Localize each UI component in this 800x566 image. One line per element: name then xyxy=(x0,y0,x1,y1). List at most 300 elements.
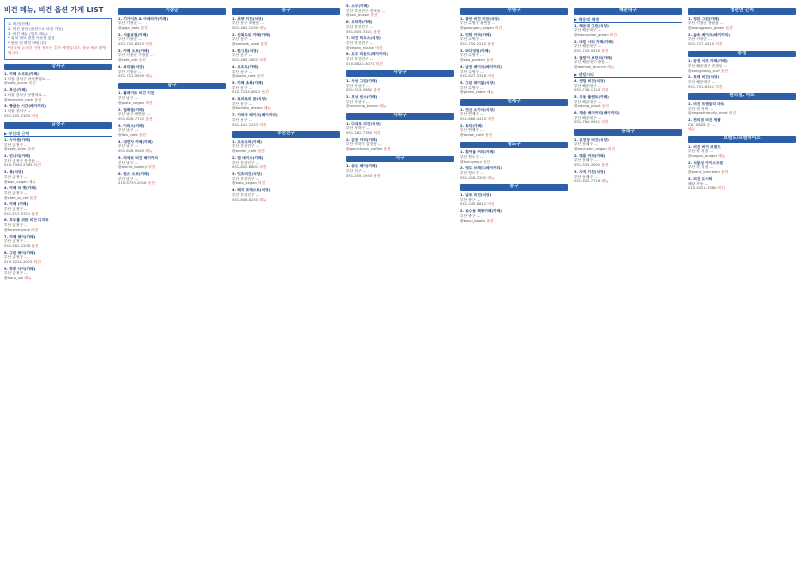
list-item xyxy=(232,49,340,63)
list-item xyxy=(118,17,226,31)
store-meta xyxy=(118,181,226,186)
list-item xyxy=(232,65,340,79)
list-item xyxy=(346,138,454,152)
vegan-type-tag: 옵션 xyxy=(29,195,37,200)
store-address: 부산 남구 대연동 ... xyxy=(118,112,150,117)
store-address: 부산 남구 ... xyxy=(118,144,139,149)
subsection-heading: ▶ 센텀시티 xyxy=(574,72,682,78)
list-item xyxy=(232,33,340,47)
store-contact: @veganfriendly_mart xyxy=(688,111,728,116)
store-meta xyxy=(574,179,682,184)
store-address: 부산 동구 ... xyxy=(232,69,253,74)
store-meta xyxy=(118,42,226,47)
store-meta xyxy=(460,74,568,79)
store-name: 1. 초량 키친(식당) xyxy=(232,16,264,21)
list-item xyxy=(118,172,226,186)
store-address: 부산 부산진구 ... xyxy=(232,144,260,149)
store-contact: @plate_vegan xyxy=(118,100,145,105)
store-contact: 051-721-9630 xyxy=(118,74,145,79)
vegan-type-tag: 메뉴 xyxy=(486,90,494,95)
list-item xyxy=(574,40,682,54)
store-contact: 051-746-1124 xyxy=(574,88,601,93)
store-name: 7. 이바구 베이크(베이커리) xyxy=(232,113,278,118)
store-address: 부산 금정구 ... xyxy=(4,190,28,195)
store-contact: @jeonggwan_green xyxy=(688,25,725,30)
store-meta xyxy=(4,163,112,168)
store-meta xyxy=(118,133,226,138)
store-address: 부산 부산진구 ... xyxy=(232,176,260,181)
vegan-type-tag: 비건 xyxy=(487,202,495,207)
vegan-type-tag: 옵션 xyxy=(482,159,491,164)
notice-line: * 위치 정보 변경 가능성 있음 xyxy=(8,36,55,41)
store-name: 3. 사직 키친(식당) xyxy=(574,169,606,174)
vegan-type-tag: 비건 xyxy=(717,186,725,191)
store-name: 5. 카페 초록(카페) xyxy=(232,80,264,85)
store-name: 1. 카페 스크로(카페) xyxy=(4,72,39,77)
section-heading: 브랜드/프랜차이즈 xyxy=(688,136,796,143)
list-item xyxy=(346,36,454,50)
store-address: 부산 서구 ... xyxy=(346,169,367,174)
vegan-type-tag: 비건 xyxy=(259,122,267,127)
store-contact: @eats_vegan xyxy=(232,181,257,186)
section-heading: 남구 xyxy=(118,83,226,90)
vegan-type-tag: 메뉴 xyxy=(263,106,271,111)
store-contact: 051-313-4582 xyxy=(346,88,373,93)
store-meta xyxy=(460,202,568,207)
store-address: 부산 금정구 ... xyxy=(4,142,28,147)
vegan-type-tag: 비건 xyxy=(728,111,737,116)
store-meta xyxy=(118,26,226,31)
store-contact: @gwangan_vegan xyxy=(460,25,494,30)
store-contact: 051-754-2210 xyxy=(460,42,487,47)
store-contact: 051-203-2105 xyxy=(4,113,31,118)
store-contact: @vegan_burger xyxy=(688,154,718,159)
list-item xyxy=(4,154,112,168)
section-heading: 편의점, 마트 xyxy=(688,93,796,100)
store-meta xyxy=(346,174,454,179)
store-meta xyxy=(4,212,112,217)
store-name: 1. 남포 비건(식당) xyxy=(460,192,492,197)
vegan-type-tag: 옵션 xyxy=(260,42,268,47)
list-item xyxy=(460,209,568,223)
column-content xyxy=(574,8,682,184)
store-address: 부산 기장군 정관읍 ... xyxy=(688,21,724,26)
store-contact: @sou_busan xyxy=(346,13,370,18)
document-title: 비건 메뉴, 비건 옵션 가게 LIST xyxy=(4,6,104,14)
store-address: 부산 사하구 감천동 ... xyxy=(346,142,382,147)
list-item xyxy=(346,95,454,109)
store-contact: @giga_eats xyxy=(118,25,140,30)
store-address: CU, GS25 등 ... xyxy=(688,122,715,127)
store-meta xyxy=(4,98,112,103)
vegan-type-tag: 메뉴 xyxy=(718,154,726,159)
vegan-type-tag: 옵션 xyxy=(601,49,609,54)
list-item xyxy=(118,140,226,154)
notice-line: * 방문 전 확인 바랍니다 xyxy=(8,41,47,46)
section-heading: 사상구 xyxy=(346,70,454,77)
store-address: 부산 수영구 ... xyxy=(460,37,484,42)
section-heading: 기장군 xyxy=(118,8,226,15)
store-meta xyxy=(688,42,796,47)
store-meta xyxy=(688,154,796,159)
column-4 xyxy=(346,4,454,562)
store-meta xyxy=(460,133,568,138)
store-name: 4. 오조도(카페) xyxy=(232,64,259,69)
list-item xyxy=(460,49,568,63)
store-meta xyxy=(688,127,796,132)
store-address: 부산 동래구 ... xyxy=(574,174,598,179)
store-address: 부산 부산진구 ... xyxy=(346,40,374,45)
section-heading: 부산진구 xyxy=(232,131,340,138)
store-address: 부산 각 지점 ... xyxy=(688,149,713,154)
store-contact: @ibis_cafe xyxy=(118,133,138,138)
store-contact: 051-441-2253 xyxy=(232,122,259,127)
store-address: 부산 각 지점 ... xyxy=(688,165,713,170)
vegan-type-tag: 메뉴 xyxy=(145,74,153,79)
store-meta xyxy=(346,13,454,18)
list-item xyxy=(4,170,112,184)
store-meta xyxy=(460,58,568,63)
vegan-type-tag: 비건 xyxy=(487,116,495,121)
store-address: 부산 중구 ... xyxy=(460,197,481,202)
section-heading: 송정 xyxy=(688,51,796,58)
store-address: 부산 기장군 ... xyxy=(118,69,142,74)
store-meta xyxy=(574,65,682,70)
store-meta xyxy=(232,106,340,111)
store-name: 3. 한그릇(식당) xyxy=(232,48,259,53)
store-contact: 051-701-8321 xyxy=(688,84,715,89)
store-contact: 051-743-5520 xyxy=(574,49,601,54)
store-meta xyxy=(118,149,226,154)
list-item xyxy=(688,118,796,132)
store-name: 7. 카페 헤이(카페) xyxy=(4,234,36,239)
store-contact: 010-7245-6612 xyxy=(232,90,261,95)
store-meta xyxy=(346,147,454,152)
store-name: 1. 정관 그린(카페) xyxy=(688,16,720,21)
store-address: 부산 해운대구 ... xyxy=(574,44,602,49)
vegan-type-tag: 비건 xyxy=(607,147,616,152)
store-name: 1. 사상 그린(카페) xyxy=(346,78,378,83)
store-contact: @cafe_siren xyxy=(4,147,27,152)
store-address: 부산 연제구 ... xyxy=(460,128,484,133)
store-address: 부산 동구 ... xyxy=(232,85,253,90)
vegan-type-tag: 옵션 xyxy=(373,173,381,178)
store-meta xyxy=(118,74,226,79)
vegan-type-tag: 메뉴 xyxy=(688,127,696,132)
store-meta xyxy=(574,120,682,125)
store-contact: 051-255-1933 xyxy=(346,173,373,178)
column-content xyxy=(346,4,454,178)
store-name: 2. 식물성 아이스크림 xyxy=(688,160,724,165)
store-meta xyxy=(4,147,112,152)
store-address: 부산 금정구 ... xyxy=(4,207,28,212)
store-name: 3. 복(식당) xyxy=(4,170,24,175)
store-contact: 051-581-2208 xyxy=(4,243,31,248)
store-meta xyxy=(232,198,340,203)
section-heading: 사하구 xyxy=(346,113,454,120)
store-contact: @vegan_house xyxy=(346,45,375,50)
store-meta xyxy=(4,114,112,119)
list-item xyxy=(574,56,682,70)
store-meta xyxy=(346,131,454,136)
store-address: 1 서울 강서구 공항대로 ... xyxy=(4,92,47,97)
store-address: 부산 사하구 ... xyxy=(346,126,370,131)
vegan-type-tag: 비건 xyxy=(375,45,383,50)
store-meta xyxy=(4,196,112,201)
store-contact: @todak_cafe xyxy=(460,133,484,138)
store-address: 부산 기장군 ... xyxy=(688,37,712,42)
vegan-type-tag: 비건 xyxy=(31,227,39,232)
store-name: 1. 플레이트 비건 키친 xyxy=(118,91,155,96)
store-meta xyxy=(232,123,340,128)
store-address: 부산 해운대구 ... xyxy=(574,83,602,88)
vegan-type-tag: 옵션 xyxy=(147,181,155,186)
vegan-type-tag: 메뉴 xyxy=(607,65,615,70)
store-meta xyxy=(688,111,796,116)
store-name: 1. 연산 오가닉(식당) xyxy=(460,107,495,112)
store-address: 부산 금정구 장전동 ... xyxy=(4,158,40,163)
vegan-type-tag: 비건 xyxy=(601,88,609,93)
list-item xyxy=(118,65,226,79)
store-contact: 051-517-5721 xyxy=(4,211,31,216)
vegan-type-tag: 비건 xyxy=(145,42,153,47)
store-address: 1 서울 강서구 ... xyxy=(4,109,32,113)
store-address: 부산 금정구 ... xyxy=(4,223,28,228)
store-contact: 051-727-4410 xyxy=(688,42,715,47)
store-name: 7. 비건 하우스(식당) xyxy=(346,36,381,41)
list-item xyxy=(574,154,682,168)
list-item xyxy=(574,138,682,152)
store-address: 부산 동구 ... xyxy=(232,37,253,42)
store-contact: 051-502-7716 xyxy=(574,179,601,184)
list-item xyxy=(460,81,568,95)
list-item xyxy=(460,150,568,164)
store-address: 부산 동구 ... xyxy=(232,101,253,106)
list-item xyxy=(232,156,340,170)
vegan-type-tag: 메뉴 xyxy=(145,149,153,154)
store-meta xyxy=(232,149,340,154)
store-name: 3. 달맞이 브런치(카페) xyxy=(574,55,613,60)
store-meta xyxy=(4,276,112,281)
store-meta xyxy=(232,58,340,63)
store-meta xyxy=(460,117,568,122)
store-meta xyxy=(460,90,568,95)
list-item xyxy=(688,59,796,73)
store-meta xyxy=(346,88,454,93)
section-heading: 동래구 xyxy=(574,129,682,136)
list-item xyxy=(232,113,340,127)
vegan-type-tag: 비건 xyxy=(259,58,267,63)
vegan-type-tag: 메뉴 xyxy=(601,179,609,184)
store-meta xyxy=(4,180,112,185)
list-item xyxy=(460,33,568,47)
store-address: 부산 수영구 광안동 ... xyxy=(460,21,496,26)
store-address: 부산 남구 ... xyxy=(118,160,139,165)
store-contact: @gamcheon_coffee xyxy=(346,147,383,152)
column-content xyxy=(688,8,796,191)
store-name: 4. 보리밭(식당) xyxy=(118,64,145,69)
list-item xyxy=(574,111,682,125)
store-name: 2. 마린 시티 카페(카페) xyxy=(574,39,614,44)
store-address: 부산 금정구 ... xyxy=(4,239,28,244)
store-contact: 051-465-1802 xyxy=(232,58,259,63)
store-name: 1. 광안 비건 키친(식당) xyxy=(460,16,500,21)
store-address: 부산 금정구 ... xyxy=(4,174,28,179)
list-item xyxy=(4,251,112,265)
store-contact: 010-5733-2016 xyxy=(118,181,147,186)
section-heading: 서구 xyxy=(346,156,454,163)
store-contact: 051-418-2205 xyxy=(460,175,487,180)
list-item xyxy=(346,4,454,18)
list-item xyxy=(4,72,112,86)
store-name: 6. 토마토의 꿈(식당) xyxy=(232,97,267,102)
list-item xyxy=(4,104,112,118)
store-address: 부산 부산진구 전포동 ... xyxy=(346,8,386,13)
store-address: 부산 남구 ... xyxy=(118,96,139,101)
vegan-type-tag: 옵션 xyxy=(601,163,609,168)
store-name: 1. 흰여울 커피(카페) xyxy=(460,150,495,155)
vegan-type-tag: 비건 xyxy=(259,165,267,170)
store-address: 부산 기장군 기장읍 ... xyxy=(118,53,154,58)
vegan-type-tag: 옵션 xyxy=(138,58,146,63)
store-address: 부산 해운대구 ... xyxy=(688,80,716,85)
vegan-type-tag: 옵션 xyxy=(601,104,609,109)
vegan-type-tag: 비건 xyxy=(148,165,156,170)
store-name: 3. 잇츠비건(식당) xyxy=(232,171,262,176)
vegan-type-tag: 비건 xyxy=(715,84,723,89)
vegan-type-tag: 옵션 xyxy=(721,170,729,175)
list-item xyxy=(688,17,796,31)
store-address: 부산 사상구 ... xyxy=(346,99,370,104)
store-address: 부산 전 지역 ... xyxy=(688,106,713,111)
store-address: 배달 가능 ... xyxy=(688,181,709,186)
vegan-type-tag: 옵션 xyxy=(261,90,269,95)
vegan-type-tag: 옵션 xyxy=(370,13,378,18)
section-heading: 동구 xyxy=(232,8,340,15)
vegan-type-tag: 비건 xyxy=(373,131,381,136)
store-contact: @dalmaji_brunch xyxy=(574,65,606,70)
store-contact: @songjeong_surf xyxy=(688,68,720,73)
list-item xyxy=(574,79,682,93)
store-meta xyxy=(4,244,112,249)
vegan-type-tag: 옵션 xyxy=(383,147,391,152)
store-address: 1 서울 강서구 마곡중앙로 ... xyxy=(4,76,51,81)
store-contact: @sanbok_road xyxy=(232,42,260,47)
vegan-type-tag: 메뉴 xyxy=(259,197,267,202)
store-address: 부산 기장군 ... xyxy=(118,21,142,26)
list-item xyxy=(346,52,454,66)
store-address: 부산 영도구 ... xyxy=(460,171,484,176)
list-item xyxy=(4,202,112,216)
column-content xyxy=(118,8,226,186)
store-name: 5. 카페 (카페) xyxy=(4,202,29,207)
store-contact: @haru_sai xyxy=(4,276,24,281)
column-content xyxy=(232,8,340,202)
vegan-type-tag: 메뉴 xyxy=(487,175,495,180)
store-contact: 051-805-3321 xyxy=(346,29,373,34)
store-name: 9. 하루 사이(카페) xyxy=(4,266,36,271)
list-item xyxy=(4,186,112,200)
store-contact: 051-808-8255 xyxy=(232,197,259,202)
store-meta xyxy=(346,62,454,67)
list-item xyxy=(232,140,340,154)
subsection-heading: ▶ 해운대 해변 xyxy=(574,17,682,23)
store-name: 5. 우동 플랜트(카페) xyxy=(574,94,609,99)
store-meta xyxy=(688,186,796,191)
notice-line: 1. 비건(전체) xyxy=(8,22,30,26)
list-item xyxy=(118,108,226,122)
store-name: 5. 피에르 비건 베이커리 xyxy=(118,155,158,160)
vegan-type-tag: 옵션 xyxy=(486,218,494,223)
list-item xyxy=(118,156,226,170)
store-name: 2. 얼룩말(카페) xyxy=(118,107,145,112)
store-address: 부산 연제구 ... xyxy=(460,112,484,117)
store-name: 5. 소우(카페) xyxy=(346,4,369,8)
store-meta xyxy=(574,33,682,38)
vegan-type-tag: 비건 xyxy=(31,113,39,118)
store-address: 부산 금정구 ... xyxy=(4,255,28,260)
notice-line: 3. 비건 메뉴 (일부 메뉴) xyxy=(8,31,48,36)
list-item xyxy=(4,218,112,232)
vegan-type-tag: 옵션 xyxy=(725,25,733,30)
list-item xyxy=(232,172,340,186)
column-content xyxy=(4,64,112,281)
list-item xyxy=(232,81,340,95)
store-name: 2. 엠 데이스(카페) xyxy=(232,155,264,160)
subsection-heading: ▶ 부산대 근처 xyxy=(4,131,112,137)
list-item xyxy=(232,188,340,202)
store-address: 부산 수영구 ... xyxy=(460,69,484,74)
store-name: 6. 모두를 위한 비건 디저트 xyxy=(4,218,49,223)
store-address: 부산 영도구 ... xyxy=(460,154,484,159)
list-item xyxy=(460,124,568,138)
store-contact: @cafe_orb xyxy=(118,58,138,63)
store-meta xyxy=(346,104,454,109)
list-item xyxy=(574,95,682,109)
column-5 xyxy=(460,4,568,562)
store-address: 부산 중구 ... xyxy=(460,213,481,218)
list-item xyxy=(688,145,796,159)
store-meta xyxy=(460,219,568,224)
section-heading: 연제구 xyxy=(460,99,568,106)
store-name: 2. 숲속 베이크(베이커리) xyxy=(688,32,730,37)
store-meta xyxy=(118,58,226,63)
notice-line: 2. 비건 옵션 (옵션으로 비건 가능) xyxy=(8,26,64,31)
store-name: 4. 카페 라 벳(카페) xyxy=(4,186,37,191)
store-address: 부산 해운대구 ... xyxy=(574,115,602,120)
list-item xyxy=(4,235,112,249)
vegan-type-tag: 옵션 xyxy=(373,88,381,93)
store-contact: 010-4421-3380 xyxy=(688,186,717,191)
list-item xyxy=(346,122,454,136)
vegan-type-tag: 비건 xyxy=(33,163,41,168)
store-contact: @plant_icecream xyxy=(688,170,720,175)
store-contact: @cafe_la_vet xyxy=(4,195,29,200)
store-name: 2. 보수동 책방카페(카페) xyxy=(460,209,502,214)
list-item xyxy=(460,193,568,207)
store-name: 1. 온천장 비건(식당) xyxy=(574,137,609,142)
store-name: 3. 이비스(카페) xyxy=(118,123,145,128)
section-heading: 해운대구 xyxy=(574,8,682,15)
store-name: 1. 송정 서프 카페(카페) xyxy=(688,59,728,64)
vegan-type-tag: 옵션 xyxy=(27,147,35,152)
column-1 xyxy=(4,4,112,562)
list-item xyxy=(346,164,454,178)
store-address: 부산 기장군 ... xyxy=(118,37,142,42)
list-item xyxy=(346,79,454,93)
store-contact: 051-802-8801 xyxy=(232,165,259,170)
store-meta xyxy=(118,165,226,170)
